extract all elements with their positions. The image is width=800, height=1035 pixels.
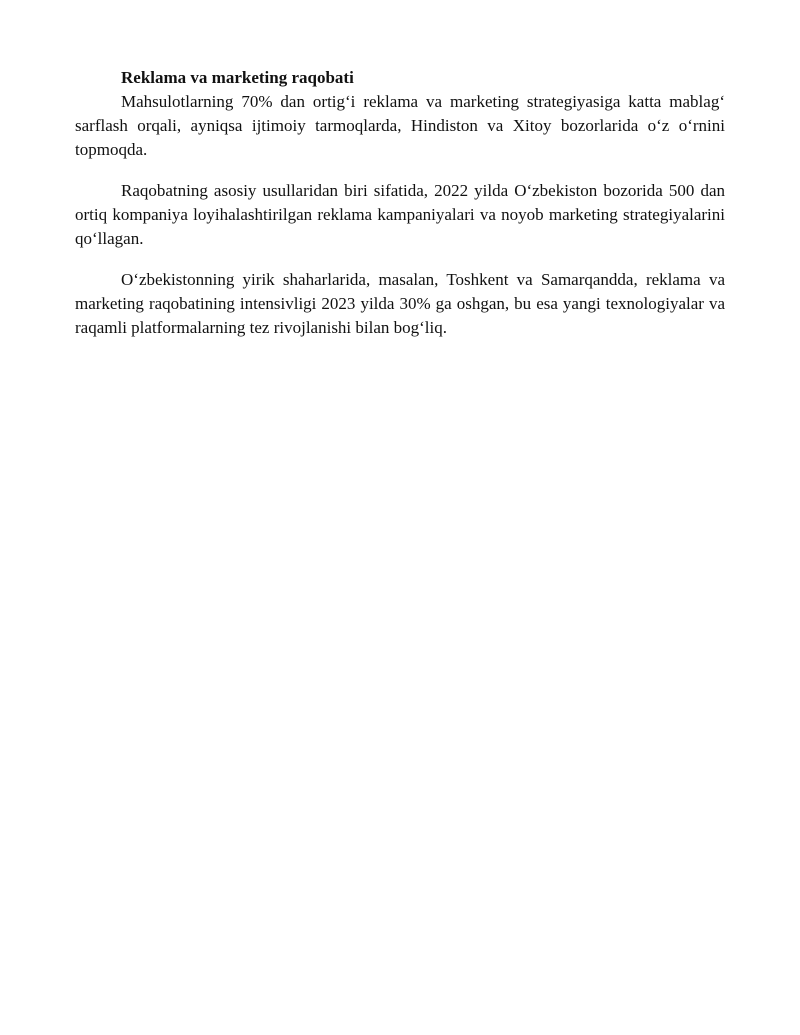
paragraph-1: Mahsulotlarning 70% dan ortig‘i reklama va marketing strategiyasiga katta mablag‘ sarflash orqali, ayniqsa ijtimoiy tarmoqlarda, Hindiston va Xitoy bozorlarida o‘z o‘rnini topmoqda.	[75, 92, 725, 159]
document-body	[75, 66, 725, 340]
paragraph-2: Raqobatning asosiy usullaridan biri sifatida, 2022 yilda O‘zbekiston bozorida 500 dan ortiq kompaniya loyihalashtirilgan reklama kampaniyalari va noyob marketing strategiyalarini qo‘llagan.	[75, 181, 725, 248]
paragraph-3: O‘zbekistonning yirik shaharlarida, masalan, Toshkent va Samarqandda, reklama va marketing raqobatining intensivligi 2023 yilda 30% ga oshgan, bu esa yangi texnologiyalar va raqamli platformalarning tez rivojlanishi bilan bog‘liq.	[75, 270, 725, 337]
section-heading: Reklama va marketing raqobati	[121, 68, 354, 87]
